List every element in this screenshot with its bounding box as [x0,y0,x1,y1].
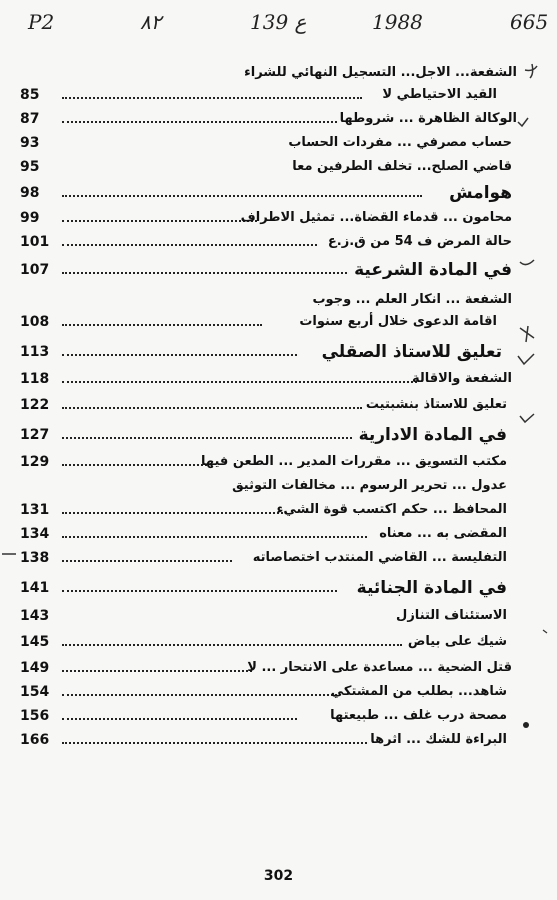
dot-leader [62,742,367,744]
entry-title: تعليق للاستاذ الصقلي [321,342,502,362]
entry-title: المقضى به ... معناه [379,526,507,541]
toc-entry [0,368,557,390]
dot-leader [62,381,417,383]
toc-entry [0,231,557,253]
handwritten-note: 1988 [372,10,423,34]
entry-title: مصحة درب غلف ... طبيعتها [330,708,507,723]
entry-title: محامون ... قدماء القضاة... تمثيل الاطراف [240,210,512,225]
dot-leader [62,718,297,720]
entry-title: التفليسة ... القاضي المنتدب اختصاصاته [252,550,507,565]
entry-title: حالة المرض ف 54 من ق.ز.ع [327,234,512,249]
dot-leader [62,560,232,562]
entry-title: الشفعة... الاجل... التسجيل النهائي للشراء [244,65,517,80]
entry-page-number: 101 [20,234,50,250]
toc-section-heading [0,259,557,281]
toc-section-heading [0,182,557,204]
entry-page-number: 87 [20,111,40,127]
toc-entry [0,475,557,497]
toc-entry [0,207,557,229]
entry-page-number: 134 [20,526,50,542]
dot-leader [62,121,337,123]
entry-page-number: 93 [20,135,40,151]
entry-title: الشفعة والاقالة [411,371,512,386]
dot-leader [62,97,362,99]
dot-leader [62,512,287,514]
entry-title: حساب مصرفي ... مفردات الحساب [288,135,512,150]
dot-leader [62,437,352,439]
entry-title: قتل الضحية ... مساعدة على الانتحار ... لا [247,660,512,675]
entry-page-number: 95 [20,159,40,175]
toc-entry [0,84,557,106]
dot-leader [62,670,252,672]
entry-title: الاستئناف التنازل [396,608,507,623]
handwritten-note: P2 [28,10,55,34]
entry-title: في المادة الجنائية [356,578,507,598]
toc-entry [0,108,557,130]
toc-entry [0,499,557,521]
dot-leader [62,195,422,197]
entry-page-number: 166 [20,732,50,748]
dot-leader [62,244,317,246]
handwritten-note: 139 ع [250,10,307,34]
entry-title: هوامش [449,183,512,203]
entry-page-number: 138 [20,550,50,566]
toc-entry [0,156,557,178]
entry-title: اقامة الدعوى خلال أربع سنوات [299,314,497,329]
entry-page-number: 118 [20,371,50,387]
entry-title: البراءة للشك ... اثرها [370,732,507,747]
toc-entry [0,451,557,473]
entry-page-number: 143 [20,608,50,624]
dot-leader [62,536,367,538]
entry-page-number: 122 [20,397,50,413]
entry-page-number: 131 [20,502,50,518]
toc-entry [0,605,557,627]
entry-page-number: 154 [20,684,50,700]
entry-page-number: 113 [20,344,50,360]
entry-page-number: 129 [20,454,50,470]
toc-entry [0,394,557,416]
entry-title: المحافظ ... حكم اكتسب قوة الشيء [276,502,507,517]
entry-title: في المادة الشرعية [354,260,512,280]
dot-leader [62,220,257,222]
entry-page-number: 108 [20,314,50,330]
toc-section-heading [0,341,557,363]
entry-page-number: 145 [20,634,50,650]
dot-leader [62,272,347,274]
page-number: 302 [263,868,294,884]
entry-title: شاهد... بطلب من المشتكي [330,684,507,699]
toc-section-heading [0,424,557,446]
entry-title: الوكالة الظاهرة ... شروطها [339,111,517,126]
entry-page-number: 98 [20,185,40,201]
dot-leader [62,354,297,356]
handwritten-note: 665 [510,10,549,34]
entry-title: شيك على بياض [407,634,507,649]
entry-page-number: 127 [20,427,50,443]
entry-page-number: 149 [20,660,50,676]
toc-entry [0,62,557,84]
entry-page-number: 156 [20,708,50,724]
toc-entry [0,657,557,679]
entry-page-number: 107 [20,262,50,278]
toc-section-heading [0,577,557,599]
toc-entry [0,289,557,311]
toc-entry [0,547,557,569]
table-of-contents [0,62,557,751]
toc-entry [0,705,557,727]
toc-entry [0,729,557,751]
handwritten-note: ٨٢ [140,10,162,34]
dot-leader [62,407,362,409]
dot-leader [62,694,337,696]
entry-title: تعليق للاستاذ بنشبتيت [365,397,507,412]
entry-page-number: 141 [20,580,50,596]
entry-title: عدول ... تحرير الرسوم ... مخالفات التوثيق [232,478,507,493]
toc-entry [0,681,557,703]
entry-title: الشفعة ... انكار العلم ... وجوب [312,292,512,307]
dot-leader [62,590,337,592]
toc-entry [0,311,557,333]
entry-title: القيد الاحتياطي لا [382,87,497,102]
dot-leader [62,644,402,646]
entry-title: مكتب التسويق ... مقررات المدير ... الطعن فيها [201,454,507,469]
entry-title: في المادة الادارية [358,425,507,445]
entry-page-number: 99 [20,210,40,226]
entry-page-number: 85 [20,87,40,103]
entry-title: قاضي الصلح... تخلف الطرفين معا [292,159,512,174]
dot-leader [62,324,262,326]
toc-entry [0,631,557,653]
toc-entry [0,523,557,545]
dot-leader [62,464,207,466]
toc-entry [0,132,557,154]
